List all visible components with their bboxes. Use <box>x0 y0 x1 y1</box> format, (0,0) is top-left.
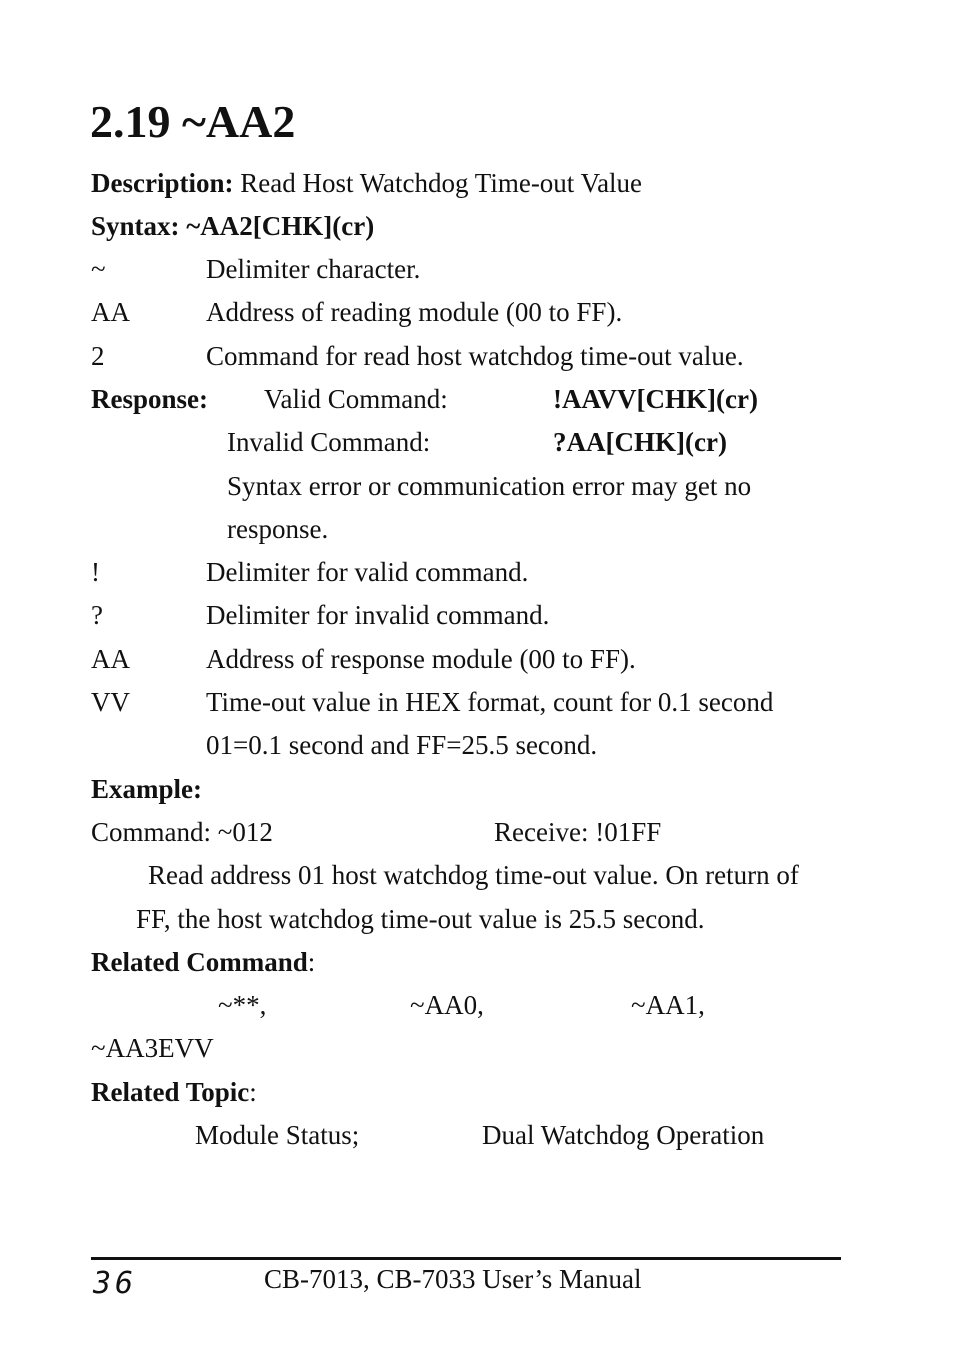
footer-manual-title: CB-7013, CB-7033 User’s Manual <box>264 1264 642 1294</box>
example-explanation-line1: Read address 01 host watchdog time-out value. On return of <box>148 860 799 890</box>
param-desc: Delimiter for valid command. <box>206 557 529 587</box>
related-topic-heading <box>91 1075 257 1109</box>
related-topic-label: Related Topic <box>91 1077 250 1107</box>
section-title: 2.19 ~AA2 <box>90 96 296 147</box>
description-text: Read Host Watchdog Time-out Value <box>233 168 643 198</box>
invalid-command-label: Invalid Command: <box>227 427 431 457</box>
description-label: Description: <box>91 168 234 198</box>
related-command-item: ~AA1, <box>631 990 705 1020</box>
param-desc: Address of response module (00 to FF). <box>206 644 636 674</box>
param-term: ? <box>91 600 103 630</box>
related-topic-item: Dual Watchdog Operation <box>482 1120 765 1150</box>
related-command-label: Related Command <box>91 947 308 977</box>
param-term: ~ <box>91 254 106 284</box>
param-term: VV <box>91 687 130 717</box>
page-number: 36 <box>93 1266 138 1301</box>
invalid-command-value: ?AA[CHK](cr) <box>553 427 727 457</box>
param-desc: Delimiter for invalid command. <box>206 600 550 630</box>
param-desc: Delimiter character. <box>206 254 421 284</box>
response-note-line1: Syntax error or communication error may get no <box>227 471 752 501</box>
related-command-colon: : <box>307 947 316 977</box>
example-label: Example: <box>91 774 202 804</box>
param-desc: Address of reading module (00 to FF). <box>206 297 623 327</box>
syntax-label: Syntax: <box>91 211 187 241</box>
param-desc: Command for read host watchdog time-out value. <box>206 341 744 371</box>
param-term: ! <box>91 557 100 587</box>
example-receive: Receive: !01FF <box>494 817 662 847</box>
example-command: Command: ~012 <box>91 817 273 847</box>
related-topic-colon: : <box>249 1077 257 1107</box>
valid-command-value: !AAVV[CHK](cr) <box>553 384 758 414</box>
valid-command-label: Valid Command: <box>264 384 448 414</box>
footer-rule <box>91 1257 841 1260</box>
vv-continuation: 01=0.1 second and FF=25.5 second. <box>206 730 598 760</box>
related-command-heading <box>91 945 315 979</box>
syntax-text: ~AA2[CHK](cr) <box>186 211 375 241</box>
response-note-line2: response. <box>227 514 329 544</box>
related-command-item: ~AA0, <box>410 990 484 1020</box>
description-line <box>91 166 642 200</box>
related-command-item: ~**, <box>218 990 267 1020</box>
param-term: AA <box>91 297 130 327</box>
example-explanation-line2: FF, the host watchdog time-out value is 25.5 second. <box>136 904 705 934</box>
related-topic-item: Module Status; <box>195 1120 360 1150</box>
param-term: AA <box>91 644 130 674</box>
param-desc: Time-out value in HEX format, count for 0.1 second <box>206 687 774 717</box>
related-command-item: ~AA3EVV <box>91 1033 214 1063</box>
response-label: Response: <box>91 384 209 414</box>
param-term: 2 <box>91 341 105 371</box>
syntax-line <box>91 209 374 243</box>
